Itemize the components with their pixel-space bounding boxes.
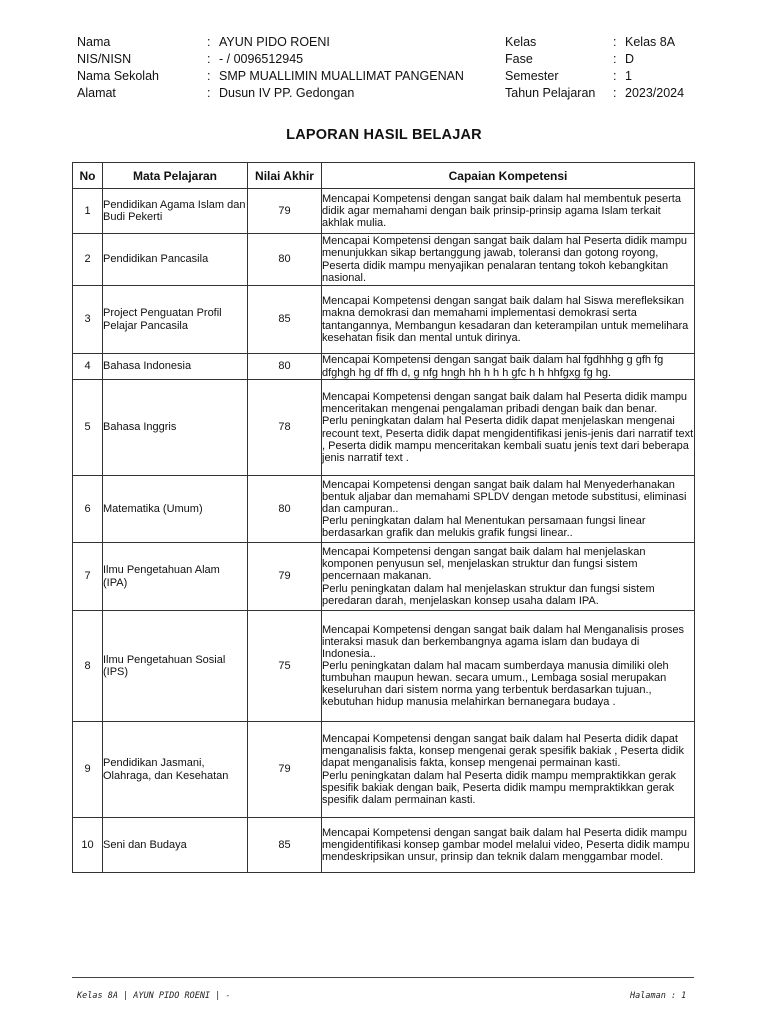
subject-name: Pendidikan Pancasila xyxy=(103,234,248,286)
subject-name: Pendidikan Jasmani, Olahraga, dan Kesehatan xyxy=(103,722,248,818)
competency-text xyxy=(322,354,695,380)
class-info xyxy=(505,34,684,102)
info-label: Nama Sekolah xyxy=(77,69,159,83)
competency-paragraph: Mencapai Kompetensi dengan sangat baik dalam hal membentuk peserta didik agar memahami dengan baik prinsip-prinsip agama Islam terkait akhlak mulia. xyxy=(322,192,681,230)
footer-left: Kelas 8A | AYUN PIDO ROENI | - xyxy=(77,991,231,1001)
competency-text xyxy=(322,611,695,722)
row-number: 1 xyxy=(73,189,103,234)
table-row xyxy=(73,476,695,543)
competency-text xyxy=(322,189,695,234)
info-label: NIS/NISN xyxy=(77,52,132,66)
info-value: Kelas 8A xyxy=(625,35,676,49)
info-label: Tahun Pelajaran xyxy=(505,86,596,100)
final-score: 79 xyxy=(248,189,322,234)
subject-name: Project Penguatan Profil Pelajar Pancasila xyxy=(103,286,248,354)
grades-table xyxy=(72,162,695,873)
table-row xyxy=(73,286,695,354)
info-label: Kelas xyxy=(505,35,537,49)
table-row xyxy=(73,354,695,380)
competency-paragraph: Perlu peningkatan dalam hal menjelaskan struktur dan fungsi sistem peredaran darah, menjelaskan konsep usaha dalam IPA. xyxy=(322,582,655,607)
info-value: 1 xyxy=(625,69,632,83)
final-score: 79 xyxy=(248,722,322,818)
column-header-score: Nilai Akhir xyxy=(248,163,322,189)
final-score: 85 xyxy=(248,818,322,873)
info-row-semester: Semester : 1 xyxy=(505,69,632,83)
column-header-subject: Mata Pelajaran xyxy=(103,163,248,189)
info-row-fase: Fase : D xyxy=(505,52,635,66)
final-score: 85 xyxy=(248,286,322,354)
table-row xyxy=(73,234,695,286)
row-number: 7 xyxy=(73,543,103,611)
report-title: LAPORAN HASIL BELAJAR xyxy=(286,127,482,143)
competency-paragraph: Mencapai Kompetensi dengan sangat baik dalam hal Peserta didik mampu mengidentifikasi konsep gambar model melalui video, Peserta didik mampu mendeskripsikan unsur, prinsip dan teknik dalam menggambar model. xyxy=(322,826,690,864)
final-score: 80 xyxy=(248,476,322,543)
subject-name: Matematika (Umum) xyxy=(103,476,248,543)
competency-paragraph: Mencapai Kompetensi dengan sangat baik dalam hal Menganalisis proses interaksi masuk dan berkembangnya agama islam dan budaya di Indonesia.. xyxy=(322,623,685,660)
competency-paragraph: Mencapai Kompetensi dengan sangat baik dalam hal Siswa merefleksikan makna demokrasi dan memahami implementasi demokrasi serta tantangannya, Membangun kesadaran dan keterampilan untuk memelihara kesehatan fisik dan mental untuk dirinya. xyxy=(322,295,689,344)
competency-text xyxy=(322,286,695,354)
row-number: 8 xyxy=(73,611,103,722)
info-label: Semester xyxy=(505,69,559,83)
info-row-nis: NIS/NISN : - / 0096512945 xyxy=(77,52,304,66)
competency-text xyxy=(322,818,695,873)
info-label: Fase xyxy=(505,52,533,66)
column-header-no: No xyxy=(73,163,103,189)
row-number: 9 xyxy=(73,722,103,818)
final-score: 79 xyxy=(248,543,322,611)
info-row-alamat: Alamat : Dusun IV PP. Gedongan xyxy=(77,86,355,100)
subject-name: Pendidikan Agama Islam dan Budi Pekerti xyxy=(103,189,248,234)
info-row-sekolah: Nama Sekolah : SMP MUALLIMIN MUALLIMAT PANGENAN xyxy=(77,69,464,83)
competency-text xyxy=(322,476,695,543)
info-value: SMP MUALLIMIN MUALLIMAT PANGENAN xyxy=(219,69,464,83)
info-value: 2023/2024 xyxy=(625,86,685,100)
row-number: 2 xyxy=(73,234,103,286)
competency-text xyxy=(322,380,695,476)
info-value: AYUN PIDO ROENI xyxy=(219,35,330,49)
competency-text xyxy=(322,722,695,818)
info-label: Nama xyxy=(77,35,111,49)
info-row-kelas: Kelas : Kelas 8A xyxy=(505,35,676,49)
subject-name: Bahasa Indonesia xyxy=(103,354,248,380)
table-row xyxy=(73,543,695,611)
info-row-nama: Nama : AYUN PIDO ROENI xyxy=(77,35,330,49)
info-value: Dusun IV PP. Gedongan xyxy=(219,86,355,100)
subject-name: Ilmu Pengetahuan Sosial (IPS) xyxy=(103,611,248,722)
table-row xyxy=(73,611,695,722)
competency-paragraph: Mencapai Kompetensi dengan sangat baik dalam hal Menyederhanakan bentuk aljabar dan memahami SPLDV dengan metode substitusi, eliminasi dan campuran.. xyxy=(322,478,687,515)
row-number: 6 xyxy=(73,476,103,543)
table-row xyxy=(73,189,695,234)
table-row xyxy=(73,818,695,873)
row-number: 4 xyxy=(73,354,103,380)
subject-name: Ilmu Pengetahuan Alam (IPA) xyxy=(103,543,248,611)
table-header-row xyxy=(73,163,695,189)
competency-paragraph: Mencapai Kompetensi dengan sangat baik dalam hal fgdhhhg g gfh fg dfghgh hg df ffh d, g nfg hngh hh h h h gfc h h hhfgxg fg hg. xyxy=(322,354,664,379)
table-row xyxy=(73,380,695,476)
competency-paragraph: Perlu peningkatan dalam hal Peserta didik mampu mempraktikkan gerak spesifik bakiak dengan baik, Peserta didik mampu mempraktikkan gerak spesifik dalam permainan kasti. xyxy=(322,769,677,806)
competency-paragraph: Perlu peningkatan dalam hal macam sumberdaya manusia dimiliki oleh tumbuhan maupun hewan. secara umum., Lembaga sosial merupakan keseluruhan dari sistem norma yang terbentuk berdasarkan tujuan., kebutuhan hidup manusia melahirkan bernanegara budaya . xyxy=(322,659,669,709)
final-score: 75 xyxy=(248,611,322,722)
competency-paragraph: Mencapai Kompetensi dengan sangat baik dalam hal Peserta didik dapat menganalisis fakta, konsep mengenai gerak spesifik bakiak , Peserta didik dapat menganalisis fakta, konsep mengenai permainan kasti. xyxy=(322,733,684,770)
table-body xyxy=(73,189,695,873)
final-score: 80 xyxy=(248,234,322,286)
footer-divider xyxy=(72,977,694,978)
info-row-tahun: Tahun Pelajaran : 2023/2024 xyxy=(505,86,685,100)
subject-name: Bahasa Inggris xyxy=(103,380,248,476)
competency-text xyxy=(322,543,695,611)
competency-paragraph: Mencapai Kompetensi dengan sangat baik dalam hal menjelaskan komponen penyusun sel, menjelaskan struktur dan fungsi sistem pencernaan makanan. xyxy=(322,546,646,583)
final-score: 78 xyxy=(248,380,322,476)
competency-paragraph: Perlu peningkatan dalam hal Peserta didik dapat menjelaskan mengenai recount text, Peserta didik dapat mengidentifikasi jenis-jenis dari narratif text , Peserta didik mampu menceritakan kembali suatu jenis text dari beberapa jenis narratif text . xyxy=(322,415,694,464)
student-info xyxy=(77,34,464,102)
info-value: - / 0096512945 xyxy=(219,52,304,66)
competency-paragraph: Perlu peningkatan dalam hal Menentukan persamaan fungsi linear berdasarkan grafik dan melukis grafik fungsi linear.. xyxy=(322,515,646,540)
competency-paragraph: Mencapai Kompetensi dengan sangat baik dalam hal Peserta didik mampu menceritakan mengenai pengalaman pribadi dengan baik dan benar. xyxy=(322,391,688,416)
column-header-competency: Capaian Kompetensi xyxy=(322,163,695,189)
row-number: 3 xyxy=(73,286,103,354)
table-row xyxy=(73,722,695,818)
competency-text xyxy=(322,234,695,286)
final-score: 80 xyxy=(248,354,322,380)
competency-paragraph: Mencapai Kompetensi dengan sangat baik dalam hal Peserta didik mampu menunjukkan sikap bertanggung jawab, toleransi dan gotong royong, Peserta didik mampu menyajikan penalaran tentang tokoh kebangkitan nasional. xyxy=(322,235,688,284)
info-label: Alamat xyxy=(77,86,116,100)
row-number: 10 xyxy=(73,818,103,873)
row-number: 5 xyxy=(73,380,103,476)
subject-name: Seni dan Budaya xyxy=(103,818,248,873)
footer-page: Halaman : 1 xyxy=(630,991,687,1001)
info-value: D xyxy=(625,52,635,66)
